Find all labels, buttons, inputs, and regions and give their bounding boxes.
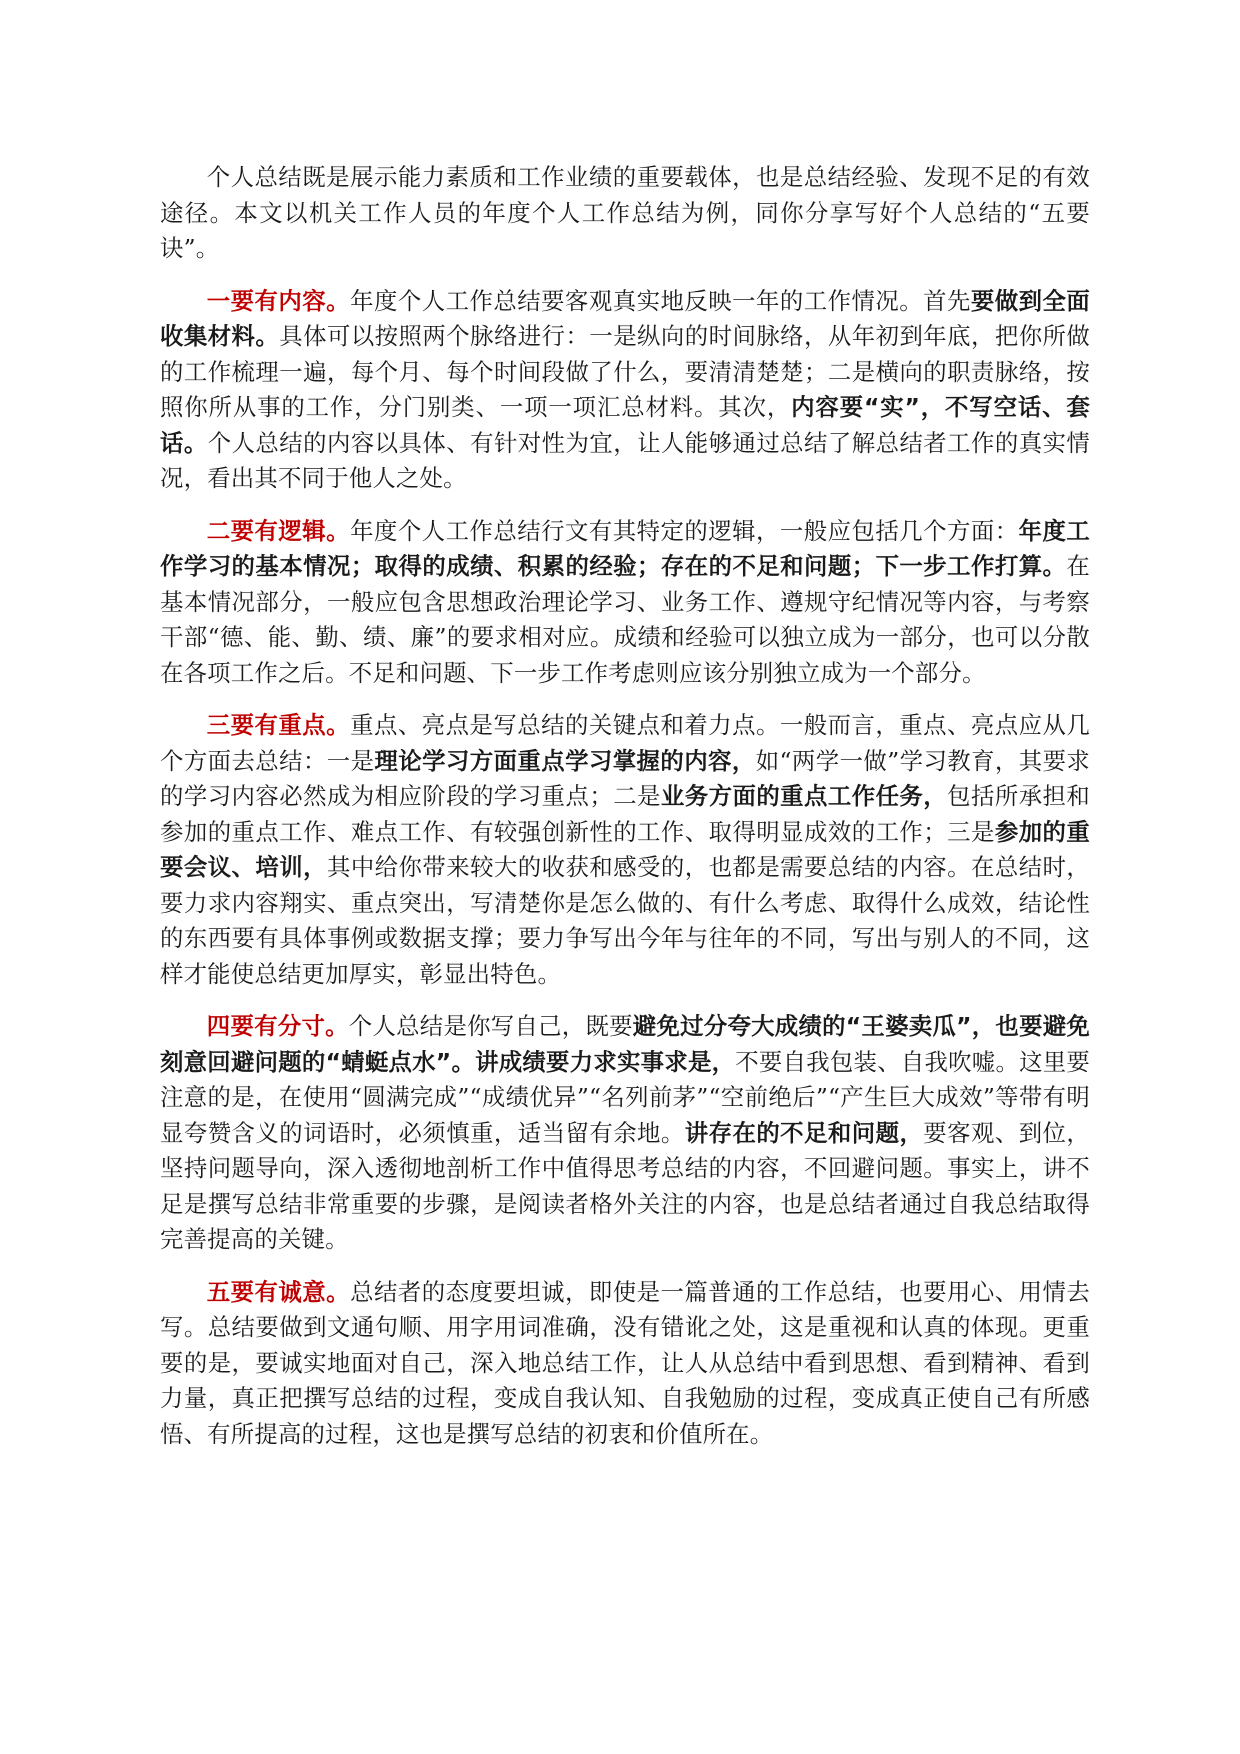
emphasis-text: 避免过分夸大成绩的“王婆卖瓜”，也要避免刻意回避问题的“蜻蜓点水”。讲成绩要力求实事求是，: [160, 1012, 1091, 1076]
emphasis-text: 参加的重要会议、培训，: [160, 817, 1090, 881]
text-segment: 年度个人工作总结行文有其特定的逻辑，一般应包括几个方面：: [350, 516, 1019, 545]
section-heading: 四要有分寸。: [206, 1012, 349, 1040]
paragraph-point-3: [160, 708, 1090, 992]
paragraph-point-1: [160, 284, 1090, 497]
emphasis-text: 业务方面的重点工作任务，: [660, 782, 948, 810]
emphasis-text: 理论学习方面重点学习掌握的内容，: [374, 746, 756, 775]
text-segment: 在基本情况部分，一般应包含思想政治理论学习、业务工作、遵规守纪情况等内容，与考察干部“德、能、勤、绩、廉”的要求相对应。成绩和经验可以独立成为一部分，也可以分散在各项工作之后。不足和问题、下一步工作考虑则应该分别独立成为一个部分。: [160, 552, 1090, 687]
emphasis-text: 讲存在的不足和问题，: [684, 1118, 924, 1147]
text-segment: 不要自我包装、自我吹嘘。这里要注意的是，在使用“圆满完成”“成绩优异”“名列前茅”“空前绝后”“产生巨大成效”等带有明显夸赞含义的词语时，必须慎重，适当留有余地。: [160, 1047, 1091, 1147]
text-segment: 总结者的态度要坦诚，即使是一篇普通的工作总结，也要用心、用情去写。总结要做到文通句顺、用字用词准确，没有错讹之处，这是重视和认真的体现。更重要的是，要诚实地面对自己，深入地总结工作，让人从总结中看到思想、看到精神、看到力量，真正把撰写总结的过程，变成自我认知、自我勉励的过程，变成真正使自己有所感悟、有所提高的过程，这也是撰写总结的初衷和价值所在。: [160, 1277, 1091, 1448]
paragraph-point-4: [160, 1009, 1090, 1258]
text-segment: 重点、亮点是写总结的关键点和着力点。一般而言，重点、亮点应从几个方面去总结：一是: [160, 711, 1091, 775]
emphasis-text: 要做到全面收集材料。: [160, 286, 1091, 350]
section-heading: 三要有重点。: [206, 711, 351, 739]
document-page: [160, 160, 1090, 1469]
text-segment: 要客观、到位，坚持问题导向，深入透彻地剖析工作中值得思考总结的内容，不回避问题。事实上，讲不足是撰写总结非常重要的步骤，是阅读者格外关注的内容，也是总结者通过自我总结取得完善提高的关键。: [160, 1118, 1091, 1253]
paragraph-point-5: [160, 1275, 1090, 1453]
text-segment: 其中给你带来较大的收获和感受的，也都是需要总结的内容。在总结时，要力求内容翔实、重点突出，写清楚你是怎么做的、有什么考虑、取得什么成效，结论性的东西要有具体事例或数据支撑；要力争写出今年与往年的不同，写出与别人的不同，这样才能使总结更加厚实，彰显出特色。: [160, 853, 1090, 988]
text-segment: 个人总结是你写自己，既要: [348, 1012, 633, 1040]
paragraph-point-2: [160, 514, 1090, 692]
text-segment: 具体可以按照两个脉络进行：一是纵向的时间脉络，从年初到年底，把你所做的工作梳理一遍，每个月、每个时间段做了什么，要清清楚楚；二是横向的职责脉络，按照你所从事的工作，分门别类、一项一项汇总材料。其次，: [160, 322, 1091, 421]
paragraph-intro: [160, 160, 1090, 267]
text-segment: 个人总结既是展示能力素质和工作业绩的重要载体，也是总结经验、发现不足的有效途径。本文以机关工作人员的年度个人工作总结为例，同你分享写好个人总结的“五要诀”。: [160, 163, 1090, 262]
emphasis-text: 年度工作学习的基本情况；取得的成绩、积累的经验；存在的不足和问题；下一步工作打算。: [160, 516, 1090, 580]
emphasis-text: 内容要“实”，不写空话、套话。: [160, 393, 1090, 457]
section-heading: 二要有逻辑。: [206, 516, 351, 545]
section-heading: 一要有内容。: [206, 286, 351, 315]
text-segment: 如“两学一做”学习教育，其要求的学习内容必然成为相应阶段的学习重点；二是: [160, 746, 1090, 810]
text-segment: 年度个人工作总结要客观真实地反映一年的工作情况。首先: [350, 286, 971, 315]
section-heading: 五要有诚意。: [206, 1277, 351, 1306]
text-segment: 包括所承担和参加的重点工作、难点工作、有较强创新性的工作、取得明显成效的工作；三是: [160, 782, 1090, 846]
text-segment: 个人总结的内容以具体、有针对性为宜，让人能够通过总结了解总结者工作的真实情况，看出其不同于他人之处。: [160, 428, 1090, 492]
